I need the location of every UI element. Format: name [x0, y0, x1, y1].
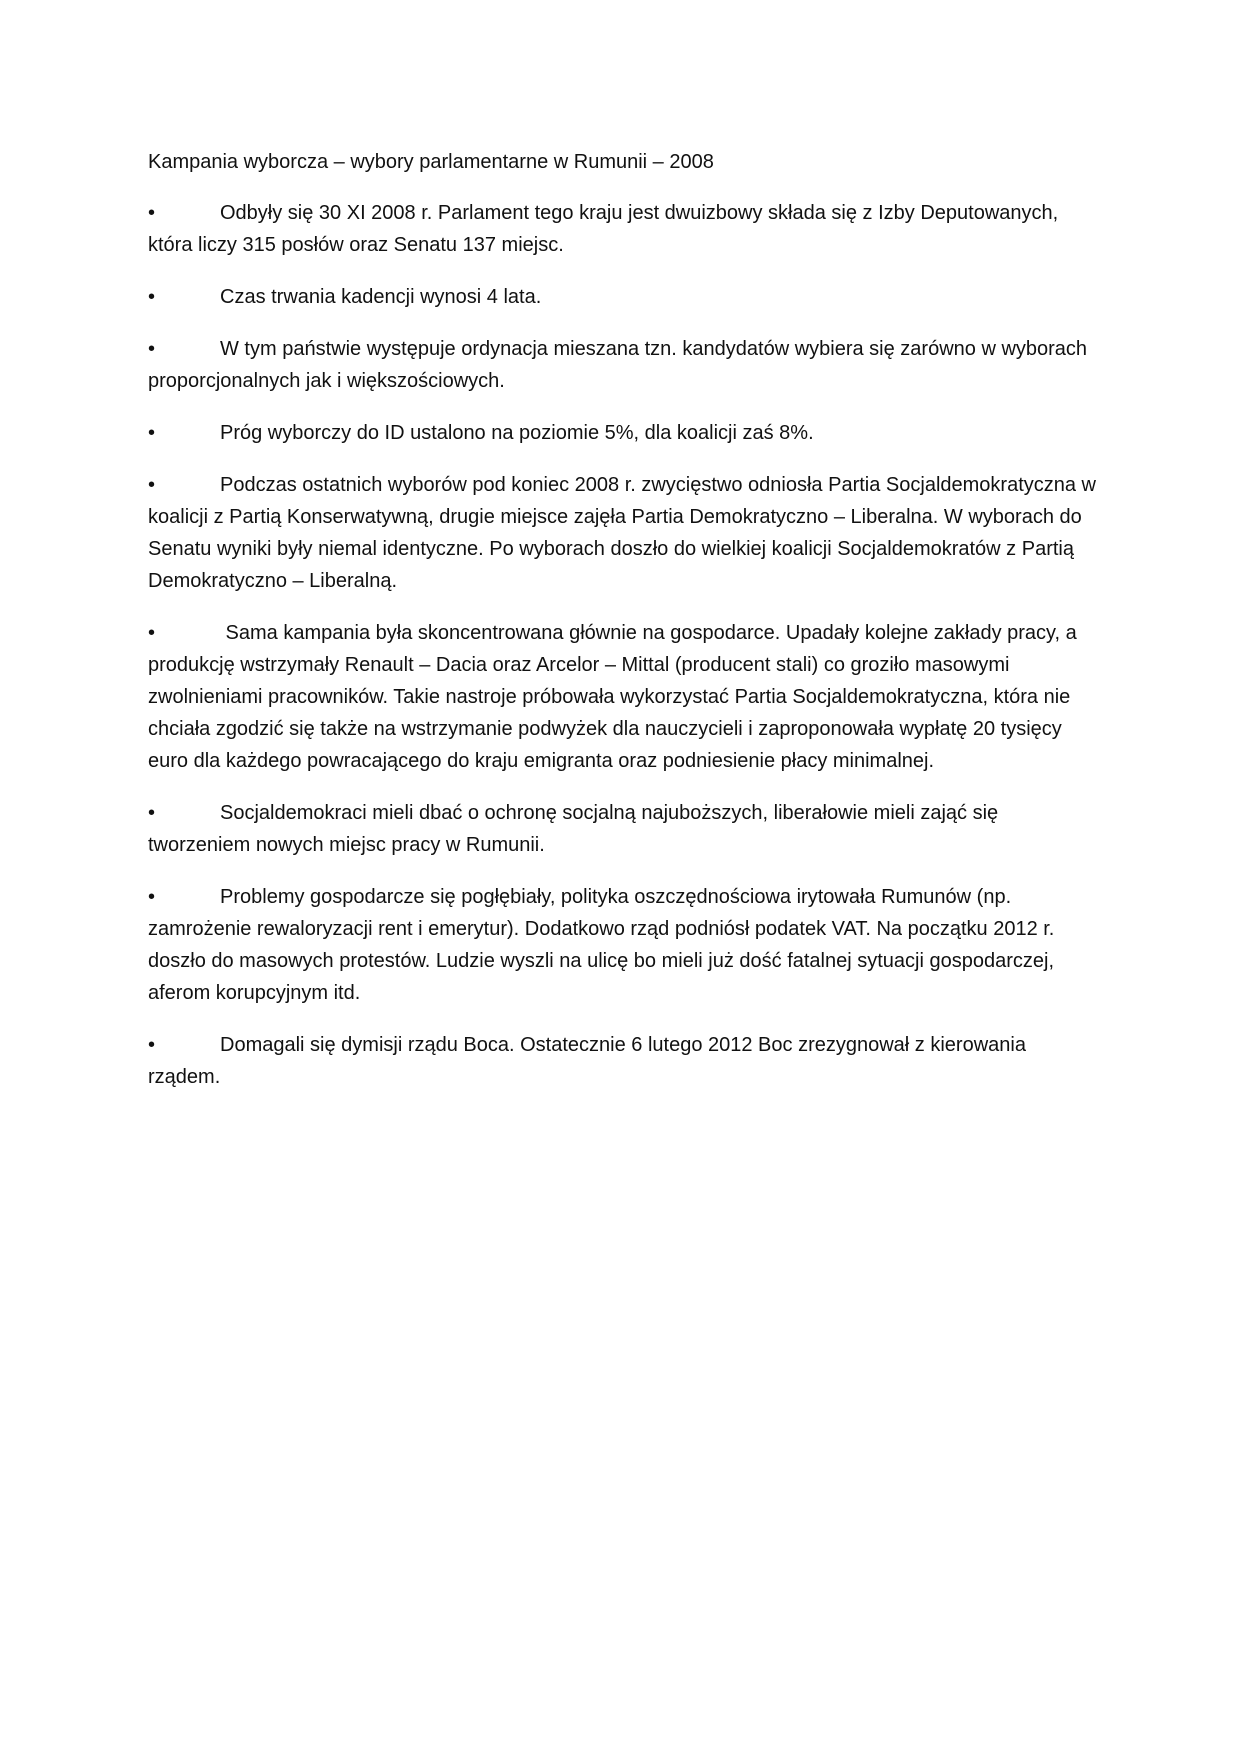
paragraph-text: Odbyły się 30 XI 2008 r. Parlament tego kraju jest dwuizbowy składa się z Izby Deputowanych, która liczy 315 posłów oraz Senatu 137 miejsc.	[148, 202, 1059, 256]
paragraph-text: Próg wyborczy do ID ustalono na poziomie 5%, dla koalicji zaś 8%.	[220, 422, 814, 444]
bullet-symbol: •	[148, 886, 156, 908]
paragraph-term-length	[148, 281, 1098, 313]
document-body	[148, 146, 1098, 1113]
paragraph-resignation	[148, 1029, 1098, 1093]
bullet-symbol: •	[148, 338, 156, 360]
paragraph-text: Domagali się dymisji rządu Boca. Ostatecznie 6 lutego 2012 Boc zrezygnował z kierowania rządem.	[148, 1034, 1026, 1088]
bullet-symbol: •	[148, 802, 156, 824]
paragraph-text: Czas trwania kadencji wynosi 4 lata.	[220, 286, 542, 308]
paragraph-threshold	[148, 417, 1098, 449]
bullet-symbol: •	[148, 474, 156, 496]
paragraph-text: Podczas ostatnich wyborów pod koniec 2008 r. zwycięstwo odniosła Partia Socjaldemokratyczna w koalicji z Partią Konserwatywną, drugie miejsce zajęła Partia Demokratyczno – Liberalna. W wyborach do Senatu wyniki były niemal identyczne. Po wyborach doszło do wielkiej koalicji Socjaldemokratów z Partią Demokratyczno – Liberalną.	[148, 474, 1096, 592]
document-title: Kampania wyborcza – wybory parlamentarne w Rumunii – 2008	[148, 151, 714, 173]
paragraph-text: Sama kampania była skoncentrowana głównie na gospodarce. Upadały kolejne zakłady pracy, a produkcję wstrzymały Renault – Dacia oraz Arcelor – Mittal (producent stali) co groziło masowymi zwolnieniami pracowników. Takie nastroje próbowała wykorzystać Partia Socjaldemokratyczna, która nie chciała zgodzić się także na wstrzymanie podwyżek dla nauczycieli i zaproponowała wypłatę 20 tysięcy euro dla każdego powracającego do kraju emigranta oraz podniesienie płacy minimalnej.	[148, 622, 1077, 772]
paragraph-results	[148, 469, 1098, 597]
bullet-symbol: •	[148, 622, 156, 644]
paragraph-election-date	[148, 197, 1098, 261]
paragraph-campaign-economy	[148, 617, 1098, 777]
paragraph-electoral-system	[148, 333, 1098, 397]
paragraph-protests	[148, 881, 1098, 1009]
bullet-symbol: •	[148, 1034, 156, 1056]
bullet-symbol: •	[148, 286, 156, 308]
paragraph-text: W tym państwie występuje ordynacja mieszana tzn. kandydatów wybiera się zarówno w wyborach proporcjonalnych jak i większościowych.	[148, 338, 1088, 392]
paragraph-text: Problemy gospodarcze się pogłębiały, polityka oszczędnościowa irytowała Rumunów (np. zamrożenie rewaloryzacji rent i emerytur). Dodatkowo rząd podniósł podatek VAT. Na początku 2012 r. doszło do masowych protestów. Ludzie wyszli na ulicę bo mieli już dość fatalnej sytuacji gospodarczej, aferom korupcyjnym itd.	[148, 886, 1055, 1004]
bullet-symbol: •	[148, 422, 156, 444]
paragraph-text: Socjaldemokraci mieli dbać o ochronę socjalną najuboższych, liberałowie mieli zająć się tworzeniem nowych miejsc pracy w Rumunii.	[148, 802, 999, 856]
paragraph-party-roles	[148, 797, 1098, 861]
bullet-symbol: •	[148, 202, 156, 224]
